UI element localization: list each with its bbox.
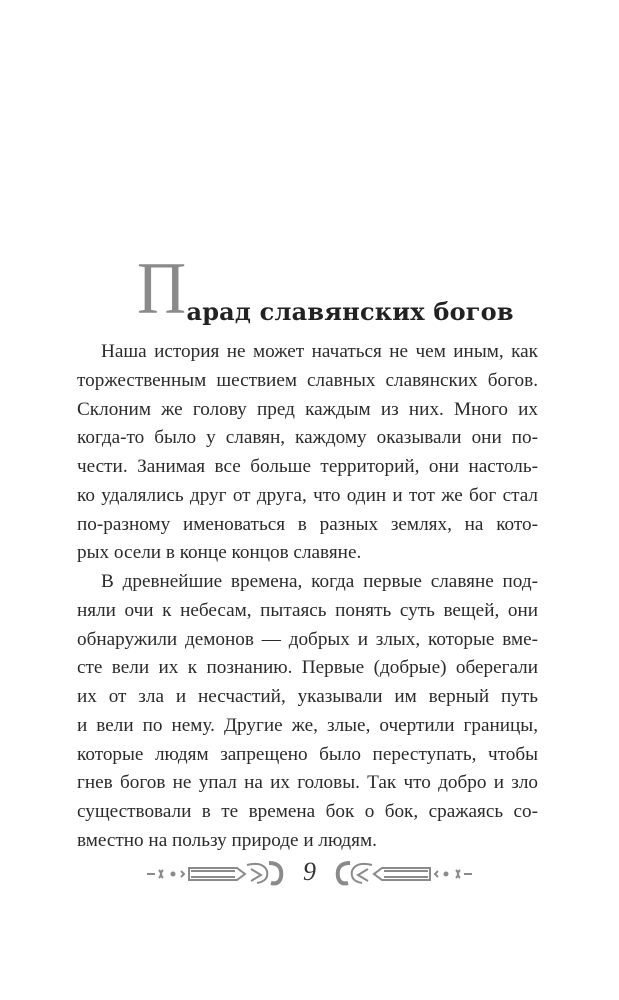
text-line: гнев богов не упал на их головы. Так что добро и зло <box>77 772 538 794</box>
text-line: которые людям запрещено было переступать, чтобы <box>77 743 538 765</box>
text-line: обнаружили демонов — добрых и злых, которые вме- <box>77 628 538 650</box>
text-line: и вели по нему. Другие же, злые, очертили границы, <box>77 714 538 736</box>
text-line: чести. Занимая все больше территорий, они настоль- <box>77 456 538 477</box>
chapter-title <box>137 248 514 330</box>
text-line: торжественным шествием славных славянских богов. <box>77 369 538 391</box>
text-line: В древнейшие времена, когда первые славяне под- <box>101 571 538 592</box>
text-line: ко удалялись друг от друга, что один и тот же бог стал <box>77 484 538 506</box>
ornament-right-icon <box>322 857 472 887</box>
text-line: когда-то было у славян, каждому оказывали они по- <box>77 427 538 449</box>
text-line: вместно на пользу природе и людям. <box>77 829 377 851</box>
chapter-title-text: арад славянских богов <box>186 297 514 326</box>
page-footer <box>0 852 619 892</box>
text-line: существовали в те времена бок о бок, сражаясь со- <box>77 801 538 822</box>
text-line: их от зла и несчастий, указывали им верный путь <box>77 686 538 707</box>
text-line: Наша история не может начаться не чем иным, как <box>101 341 538 362</box>
page-number: 9 <box>303 857 316 886</box>
body-text <box>77 338 538 856</box>
text-line: по-разному именоваться в разных землях, на кото- <box>77 513 538 535</box>
text-line: няли очи к небесам, пытаясь понять суть вещей, они <box>77 599 538 621</box>
drop-cap: П <box>137 248 187 330</box>
text-line: сте вели их к познанию. Первые (добрые) оберегали <box>77 657 538 679</box>
text-line: Склоним же голову пред каждым из них. Много их <box>77 398 538 420</box>
text-line: рых осели в конце концов славяне. <box>77 542 362 564</box>
ornament-left-icon <box>147 857 297 887</box>
